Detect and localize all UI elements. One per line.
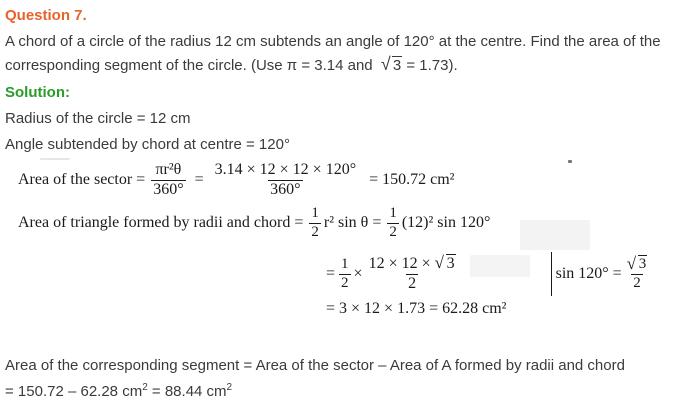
sector-formula-numerator: πr²θ xyxy=(155,161,182,178)
question-text-line-1: A chord of a circle of the radius 12 cm subtends an angle of 120° at the centre. Find the area of the xyxy=(5,33,661,50)
triangle-result: = 3 × 12 × 1.73 = 62.28 cm² xyxy=(326,300,507,317)
scan-artifact xyxy=(40,158,70,160)
step-2-fraction xyxy=(367,252,458,293)
question-text-line-2 xyxy=(5,54,458,74)
sector-values-fraction xyxy=(213,162,358,199)
question-text-line-2-end: = 1.73). xyxy=(402,57,458,74)
half-denominator: 2 xyxy=(389,223,397,240)
sin-120-fraction xyxy=(625,253,650,292)
sector-area-equation xyxy=(18,162,454,199)
segment-result-part-1: = 150.72 – 62.28 cm xyxy=(5,383,143,400)
half-fraction-2 xyxy=(387,206,399,241)
sqrt-value: 3 xyxy=(446,254,455,272)
half-numerator: 1 xyxy=(311,205,319,221)
sin-120-label: sin 120° = xyxy=(555,265,622,282)
sector-values-denominator: 360° xyxy=(270,180,301,198)
solution-title: Solution: xyxy=(5,84,70,101)
sqrt-symbol: √ 3 xyxy=(380,54,402,74)
half-fraction xyxy=(309,206,321,241)
sqrt-value: 3 xyxy=(392,57,402,74)
equals-sign: = xyxy=(326,265,336,282)
segment-result-part-2: = 88.44 cm xyxy=(147,383,227,400)
scan-artifact xyxy=(568,160,572,163)
angle-statement: Angle subtended by chord at centre = 120° xyxy=(5,136,290,153)
sin-120-numerator xyxy=(625,253,650,274)
half-denominator: 2 xyxy=(311,223,319,240)
half-fraction-3 xyxy=(339,257,351,292)
triangle-step-2 xyxy=(326,252,652,296)
question-title: Question 7. xyxy=(5,7,87,24)
step-2-numerator xyxy=(367,252,458,274)
sqrt-symbol: √ 3 xyxy=(626,253,647,273)
times-sign: × xyxy=(353,265,363,282)
segment-area-statement: Area of the corresponding segment = Area of the sector – Area of A formed by radii and chord xyxy=(5,357,625,374)
radius-statement: Radius of the circle = 12 cm xyxy=(5,110,191,127)
triangle-area-equation xyxy=(18,206,490,241)
sector-label: Area of the sector = xyxy=(18,171,146,189)
question-text-line-2-start: corresponding segment of the circle. (Use π = 3.14 and xyxy=(5,57,373,74)
equals-sign: = xyxy=(194,171,204,189)
sector-formula-denominator: 360° xyxy=(153,180,184,198)
superscript: 2 xyxy=(142,382,148,393)
sector-result: = 150.72 cm² xyxy=(369,171,455,189)
superscript: 2 xyxy=(226,382,233,393)
sin-120-note xyxy=(551,252,653,296)
scan-artifact xyxy=(520,220,590,250)
half-denominator: 2 xyxy=(341,274,349,291)
sin-120-denominator: 2 xyxy=(633,274,641,291)
half-numerator: 1 xyxy=(341,255,349,272)
triangle-label: Area of triangle formed by radii and chord = xyxy=(18,214,304,232)
triangle-formula: r² sin θ = xyxy=(323,214,382,232)
step-2-denominator: 2 xyxy=(408,274,417,292)
step-2-numerator-text: 12 × 12 × xyxy=(368,254,431,272)
sqrt-value: 3 xyxy=(638,255,647,272)
half-numerator: 1 xyxy=(389,205,397,221)
sector-values-numerator: 3.14 × 12 × 12 × 120° xyxy=(214,161,357,178)
triangle-values: (12)² sin 120° xyxy=(401,214,491,232)
sqrt-symbol: √ 3 xyxy=(434,252,455,272)
sector-formula-fraction xyxy=(151,162,185,199)
segment-area-result xyxy=(5,382,232,400)
